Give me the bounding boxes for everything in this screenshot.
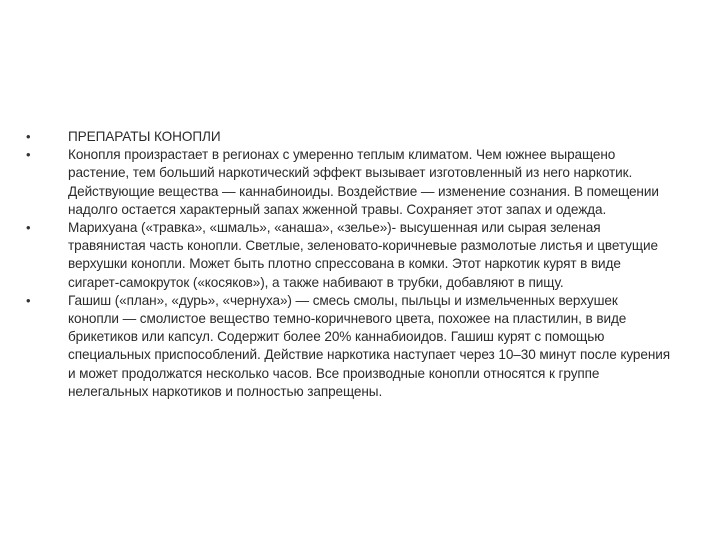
bullet-icon: • <box>26 292 31 308</box>
bullet-icon: • <box>26 220 31 236</box>
bullet-icon: • <box>26 147 31 163</box>
bullet-icon: • <box>26 129 31 144</box>
marijuana-text: Марихуана («травка», «шмаль», «анаша», «зелье»)- высушенная или сырая зеленая травянистая часть конопли. Светлые, зеленовато-коричневые размолотые листья и цветущие верхушки конопли. Может быть плотно спрессована в комки. Этот наркотик курят в виде сигарет-самокруток («косяков»), а также набивают в трубки, добавляют в пищу. <box>68 220 658 290</box>
hashish-text: Гашиш («план», «дурь», «чернуха») — смесь смолы, пыльцы и измельченных верхушек конопли — смолистое вещество темно-коричневого цвета, похожее на пластилин, в виде брикетиков или капсул. Содержит более 20% каннабиоидов. Гашиш курят с помощью специальных приспособлений. Действие наркотика наступает через 10–30 минут после курения и может продолжатся несколько часов. Все производные конопли относятся к группе нелегальных наркотиков и полностью запрещены. <box>68 292 670 399</box>
cannabis-text: Конопля произрастает в регионах с умеренно теплым климатом. Чем южнее выращено растение, тем больший наркотический эффект вызывает изготовленный из него наркотик. Действующие вещества — каннабиноиды. Воздействие — изменение сознания. В помещении надолго остается характерный запах жженной травы. Сохраняет этот запах и одежда. <box>68 147 659 217</box>
heading-text: ПРЕПАРАТЫ КОНОПЛИ <box>68 129 221 144</box>
list-item-cannabis <box>26 146 706 219</box>
list-item-hashish <box>26 292 706 401</box>
list-item-heading <box>26 128 706 146</box>
list-item-marijuana <box>26 219 706 292</box>
bullet-list <box>26 128 706 401</box>
